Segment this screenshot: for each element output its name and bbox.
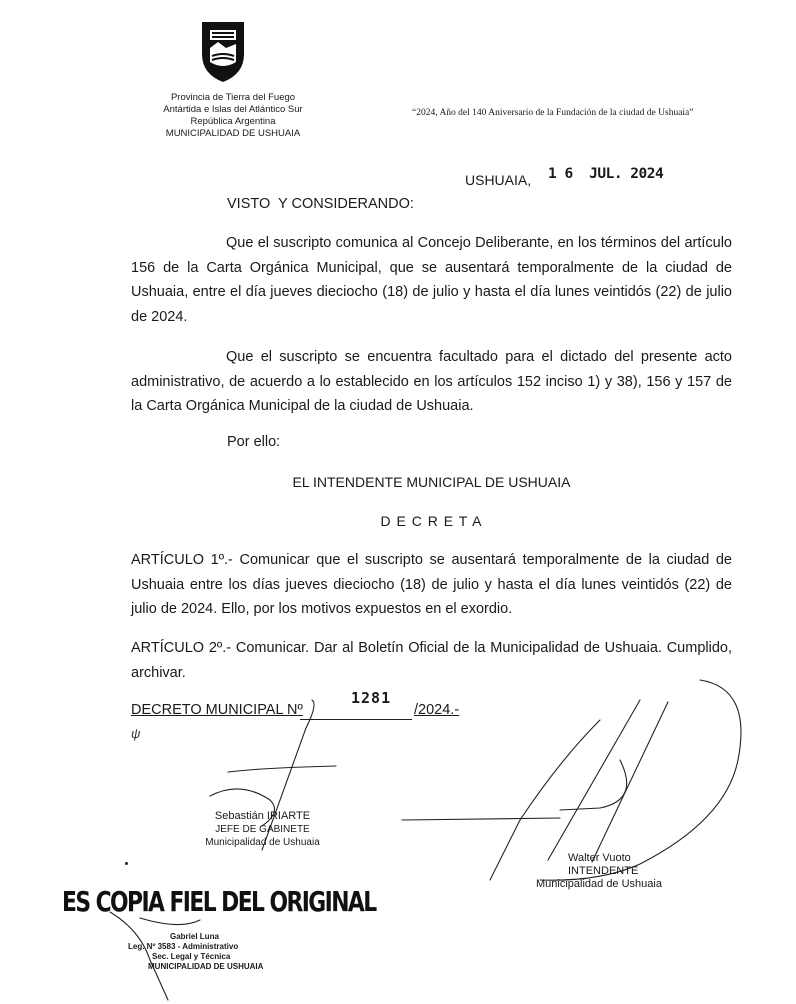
decree-number-underline (300, 719, 412, 720)
signature-left-role: JEFE DE GABINETE (215, 824, 310, 835)
copy-stamp-leg: Leg. Nº 3583 - Administrativo (128, 942, 239, 951)
copy-stamp-org: MUNICIPALIDAD DE USHUAIA (148, 962, 264, 971)
article-2: ARTÍCULO 2º.- Comunicar. Dar al Boletín Oficial de la Municipalidad de Ushuaia. Cumplido, archivar. (131, 640, 732, 681)
copy-stamp-sec: Sec. Legal y Técnica (152, 952, 231, 961)
municipality-name: MUNICIPALIDAD DE USHUAIA (165, 128, 301, 139)
signature-right-name: Walter Vuoto (568, 852, 631, 864)
decree-label: DECRETO MUNICIPAL Nº (131, 702, 303, 718)
copy-stamp: ES COPIA FIEL DEL ORIGINAL (62, 885, 376, 918)
decree-year: /2024.- (414, 702, 460, 718)
date-stamp: 1 6 JUL. 2024 (548, 166, 664, 182)
copy-stamp-details (128, 932, 268, 972)
copy-stamp-name: Gabriel Luna (170, 932, 219, 941)
signature-left-name: Sebastián IRIARTE (214, 810, 311, 822)
considerando-paragraph-2: Que el suscripto se encuentra facultado para el dictado del presente acto administrativo, de acuerdo a lo establecido en los artículos 152 inciso 1) y 38), 156 y 157 de la Carta Orgánica Municipal de la ciudad de Ushuaia. (131, 349, 732, 414)
por-ello: Por ello: (227, 434, 281, 450)
header-block (123, 92, 343, 140)
decreta-heading: D E C R E T A (380, 513, 483, 529)
signature-left (200, 810, 325, 849)
signature-right-org: Municipalidad de Ushuaia (536, 878, 662, 890)
year-motto: “2024, Año del 140 Aniversario de la Fundación de la ciudad de Ushuaia” (412, 108, 694, 118)
province-line-1: Provincia de Tierra del Fuego (170, 92, 296, 103)
signature-right-role: INTENDENTE (568, 865, 639, 877)
signature-right (536, 852, 662, 891)
visto-heading: VISTO Y CONSIDERANDO: (227, 196, 414, 212)
intendente-title: EL INTENDENTE MUNICIPAL DE USHUAIA (292, 474, 571, 490)
date-city: USHUAIA, (465, 172, 532, 188)
considerando-paragraph-1: Que el suscripto comunica al Concejo Deliberante, en los términos del artículo 156 de la Carta Orgánica Municipal, que se ausentará temporalmente de la ciudad de Ushuaia, entre el día jueves dieciocho (18) de julio y hasta el día lunes veintidós (22) de julio de 2024. (131, 235, 732, 325)
province-line-3: República Argentina (190, 116, 276, 127)
municipal-crest-icon (196, 18, 250, 84)
article-1: ARTÍCULO 1º.- Comunicar que el suscripto se ausentará temporalmente de la ciudad de Ushuaia entre los días jueves dieciocho (18) de julio y hasta el día lunes veintidós (22) de julio de 2024. Ello, por los motivos expuestos en el exordio. (131, 552, 732, 617)
decree-number: 1281 (351, 689, 392, 707)
stray-mark (125, 862, 128, 865)
decree-initials: ψ (131, 726, 141, 741)
signature-left-org: Municipalidad de Ushuaia (205, 837, 320, 848)
province-line-2: Antártida e Islas del Atlántico Sur (163, 104, 303, 115)
